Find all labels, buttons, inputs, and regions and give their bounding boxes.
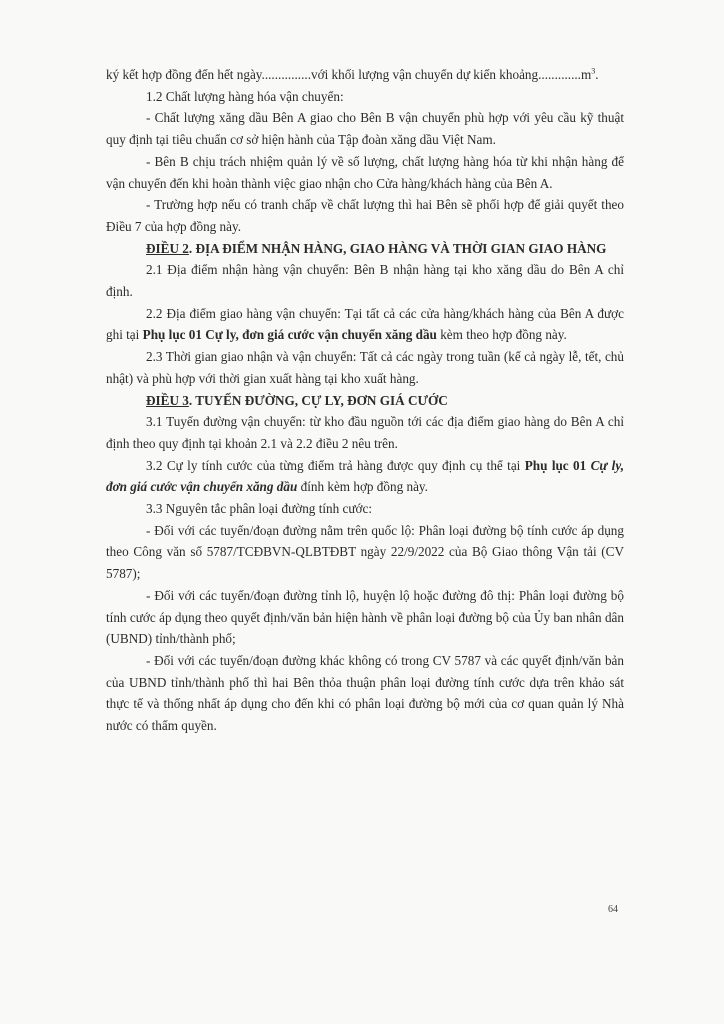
paragraph-volume: ký kết hợp đồng đến hết ngày...............với khối lượng vận chuyển dự kiến $khoảng.............m^3$. [106, 66, 599, 82]
section-3-3-item-provincial: - Đối với các tuyến/đoạn đường tỉnh lộ, huyện lộ hoặc đường đô thị: Phân loại đường bộ tính cước áp dụng theo quyết định/văn bản hiện hành về phân loại đường bộ của Ủy ban nhân dân (UBND) tỉnh/thành phố; [106, 587, 624, 647]
section-1-2-item-dispute: - Trường hợp nếu có tranh chấp về chất lượng thì hai Bên sẽ phối hợp để giải quyết theo Điều 7 của hợp đồng này. [106, 197, 624, 234]
article-2-heading: ĐIỀU 2. ĐỊA ĐIỂM NHẬN HÀNG, GIAO HÀNG VÀ THỜI GIAN GIAO HÀNG [146, 240, 607, 256]
section-3-3-item-other: - Đối với các tuyến/đoạn đường khác không có trong CV 5787 và các quyết định/văn bản của UBND tỉnh/thành phố thì hai Bên thỏa thuận phân loại đường tính cước dựa trên khảo sát thực tế và thống nhất áp dụng cho đến khi có phân loại đường bộ mới của cơ quan quản lý Nhà nước có thẩm quyền. [106, 652, 624, 734]
section-2-3: 2.3 Thời gian giao nhận và vận chuyển: Tất cả các ngày trong tuần (kể cả ngày lễ, tết, chủ nhật) và phù hợp với thời gian xuất hàng tại kho xuất hàng. [106, 349, 624, 386]
section-2-2: 2.2 Địa điểm giao hàng vận chuyển: Tại tất cả các cửa hàng/khách hàng của Bên A được ghi tại Phụ lục 01 Cự ly, đơn giá cước vận chuyển xăng dầu kèm theo hợp đồng này. [106, 305, 624, 343]
section-3-3-title: 3.3 Nguyên tắc phân loại đường tính cước: [146, 501, 373, 517]
section-1-2-item-responsibility: - Bên B chịu trách nhiệm quản lý về số lượng, chất lượng hàng hóa từ khi nhận hàng để vận chuyển đến khi hoàn thành việc giao nhận cho Cửa hàng/khách hàng của Bên A. [106, 153, 624, 191]
section-3-1: 3.1 Tuyến đường vận chuyển: từ kho đầu nguồn tới các địa điểm giao hàng do Bên A chỉ định theo quy định tại khoản 2.1 và 2.2 điều 2 nêu trên. [106, 414, 624, 451]
page-number: 64 [608, 904, 618, 915]
section-2-1: 2.1 Địa điểm nhận hàng vận chuyển: Bên B nhận hàng tại kho xăng dầu do Bên A chỉ định. [106, 262, 624, 300]
section-3-2: 3.2 Cự ly tính cước của từng điểm trả hàng được quy định cụ thể tại Phụ lục 01 Cự ly, đơn giá cước vận chuyển xăng dầu đính kèm hợp đồng này. [106, 457, 625, 495]
section-3-3-item-national: - Đối với các tuyến/đoạn đường nằm trên quốc lộ: Phân loại đường bộ tính cước áp dụng theo Công văn số 5787/TCĐBVN-QLBTĐBT ngày 22/9/2022 của Bộ Giao thông Vận tải (CV 5787); [106, 522, 624, 582]
section-1-2-item-quality: - Chất lượng xăng dầu Bên A giao cho Bên B vận chuyển phù hợp với yêu cầu kỹ thuật quy định tại tiêu chuẩn cơ sở hiện hành của Tập đoàn xăng dầu Việt Nam. [106, 110, 624, 148]
document-body [106, 64, 624, 737]
section-1-2-title: 1.2 Chất lượng hàng hóa vận chuyển: [146, 88, 344, 104]
article-3-heading: ĐIỀU 3. TUYẾN ĐƯỜNG, CỰ LY, ĐƠN GIÁ CƯỚC [146, 392, 448, 408]
